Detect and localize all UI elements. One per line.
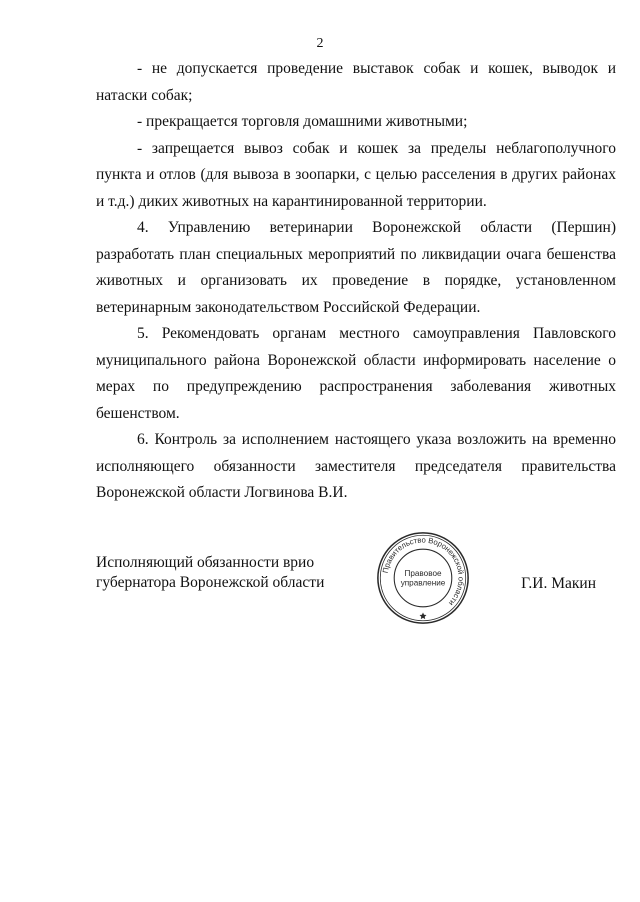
signatory-title-line-2: губернатора Воронежской области <box>96 574 325 591</box>
document-body <box>96 56 616 507</box>
stamp-center-line-1: Правовое <box>404 569 442 579</box>
paragraph-no-export: - запрещается вывоз собак и кошек за пределы неблагополучного пункта и отлов (для вывоза в зоопарки, с целью расселения в других районах и т.д.) диких животных на карантинированной территории. <box>96 139 616 210</box>
paragraph-no-pet-trade: - прекращается торговля домашними животными; <box>137 113 468 130</box>
paragraph-no-exhibitions: - не допускается проведение выставок собак и кошек, выводок и натаски собак; <box>96 60 616 104</box>
signature-block <box>96 553 616 643</box>
official-stamp <box>375 530 471 626</box>
signatory-title <box>96 553 324 593</box>
page-number: 2 <box>316 36 324 51</box>
star-icon <box>420 613 427 620</box>
signatory-title-line-1: Исполняющий обязанности врио <box>96 554 315 571</box>
paragraph-item-5: 5. Рекомендовать органам местного самоуправления Павловского муниципального района Воронежской области информировать население о мерах по предупреждению распространения заболевания животных бешенством. <box>96 325 616 422</box>
stamp-center-line-2: управление <box>400 578 446 588</box>
stamp-ring-text: Правительство Воронежской области <box>380 535 466 608</box>
signatory-name: Г.И. Макин <box>521 575 596 592</box>
paragraph-item-6: 6. Контроль за исполнением настоящего указа возложить на временно исполняющего обязанности заместителя председателя правительства Воронежской области Логвинова В.И. <box>96 431 616 501</box>
paragraph-item-4: 4. Управлению ветеринарии Воронежской области (Першин) разработать план специальных мероприятий по ликвидации очага бешенства животных и организовать их проведение в порядке, установленном ветеринарным законодательством Российской Федерации. <box>96 219 616 316</box>
